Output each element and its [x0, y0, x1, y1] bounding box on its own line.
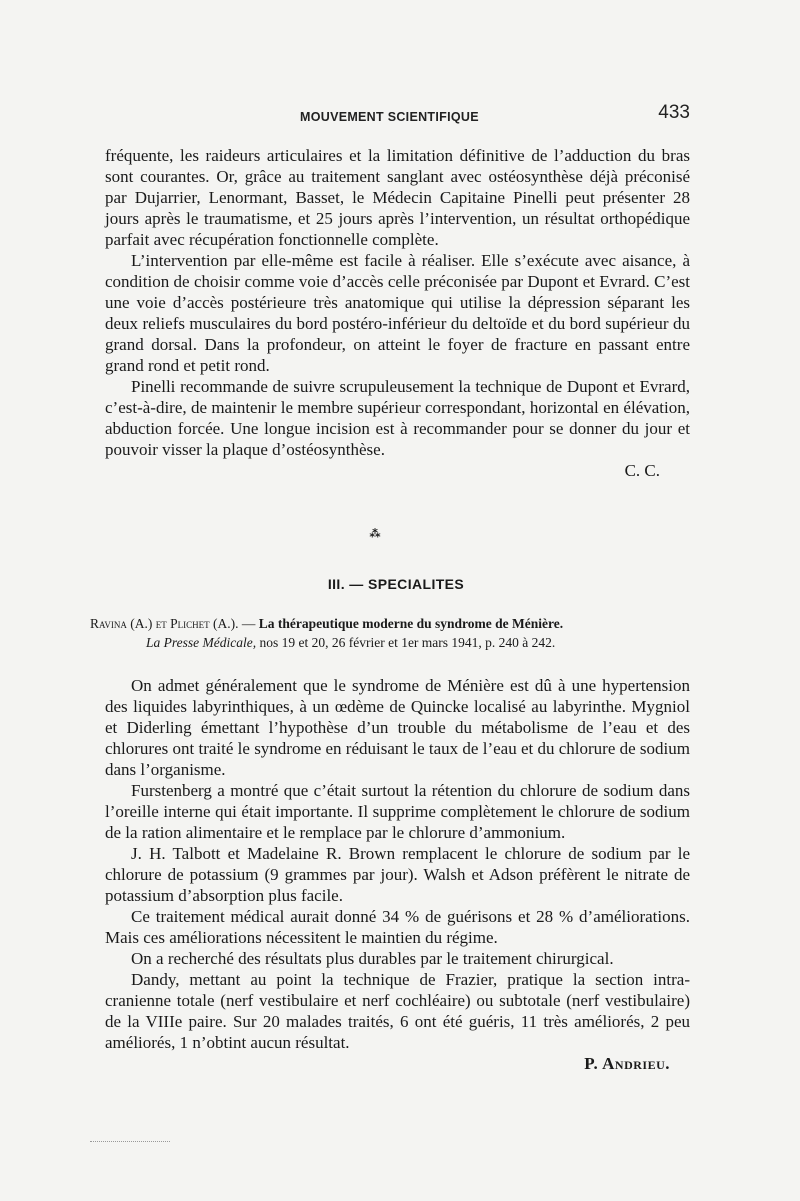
author-signature: P. Andrieu.: [584, 1054, 670, 1073]
journal-page: [90, 0, 702, 1201]
paragraph: Ce traitement médical aurait donné 34 % de guérisons et 28 % d’améliorations. Mais ces améliorations nécessitent le maintien du régime.: [105, 907, 690, 947]
article-citation: [90, 614, 702, 652]
paragraph: On a recherché des résultats plus durables par le traitement chirurgical.: [131, 949, 614, 968]
footer-rule: [90, 1141, 170, 1142]
author-signature: C. C.: [624, 461, 660, 480]
asterism-divider: [345, 529, 405, 538]
citation-title: La thérapeutique moderne du syndrome de Ménière.: [258, 616, 564, 631]
section-heading: III. — SPECIALITES: [327, 576, 465, 592]
citation-source: [90, 633, 702, 652]
article-body: [105, 675, 690, 1074]
citation-journal: La Presse Médicale,: [146, 635, 257, 650]
paragraph: J. H. Talbott et Madelaine R. Brown remplacent le chlorure de sodium par le chlorure de potassium (9 grammes par jour). Walsh et Adson préfèrent le nitrate de potassium d’absorption plus facile.: [105, 844, 690, 905]
running-title: MOUVEMENT SCIENTIFIQUE: [300, 110, 479, 124]
paragraph: L’intervention par elle-même est facile à réaliser. Elle s’exécute avec aisance, à condition de choisir comme voie d’accès celle préconisée par Dupont et Evrard. C’est une voie d’accès postérieure très anatomique qui utilise la dépression séparant les deux reliefs musculaires du bord postéro-inférieur du deltoïde et du bord supérieur du grand dorsal. Dans la profondeur, on atteint le foyer de fracture en passant entre grand rond et petit rond.: [105, 251, 690, 375]
article-continuation: [105, 145, 690, 481]
paragraph: Furstenberg a montré que c’était surtout la rétention du chlorure de sodium dans l’oreille interne qui était importante. Il supprime complètement le chlorure de sodium de la ration alimentaire et le remplace par le chlorure d’ammonium.: [105, 781, 690, 842]
citation-dash: —: [238, 616, 259, 631]
citation-details: nos 19 et 20, 26 février et 1er mars 1941, p. 240 à 242.: [256, 635, 556, 650]
asterism-glyph: ⁂: [369, 527, 381, 540]
page-header: [90, 102, 702, 128]
paragraph: fréquente, les raideurs articulaires et la limitation définitive de l’adduction du bras sont courantes. Or, grâce au traitement sanglant avec ostéosynthèse déjà préconisé par Dujarrier, Lenormant, Basset, le Médecin Capitaine Pinelli peut présenter 28 jours après le traumatisme, et 25 jours après l’intervention, un résultat orthopédique parfait avec récupération fonctionnelle complète.: [105, 146, 690, 249]
paragraph: On admet généralement que le syndrome de Ménière est dû à une hypertension des liquides labyrinthiques, à un œdème de Quincke localisé au labyrinthe. Mygniol et Diderling émettant l’hypothèse d’un trouble du métabolisme de l’eau et des chlorures ont traité le syndrome en réduisant le taux de l’eau et du chlorure de sodium dans l’organisme.: [105, 676, 690, 779]
citation-authors: Ravina (A.) et Plichet (A.).: [90, 616, 239, 631]
citation-line: [90, 614, 702, 633]
paragraph: Pinelli recommande de suivre scrupuleusement la technique de Dupont et Evrard, c’est-à-dire, de maintenir le membre supérieur correspondant, horizontal en élévation, abduction forcée. Une longue incision est à recommander pour se donner du jour et pouvoir visser la plaque d’ostéosynthèse.: [105, 377, 690, 459]
paragraph: Dandy, mettant au point la technique de Frazier, pratique la section intra-cranienne totale (nerf vestibulaire et nerf cochléaire) ou subtotale (nerf vestibulaire) de la VIIIe paire. Sur 20 malades traités, 6 ont été guéris, 11 très améliorés, 2 peu améliorés, 1 n’obtint aucun résultat.: [105, 970, 690, 1052]
page-number: 433: [658, 102, 690, 123]
